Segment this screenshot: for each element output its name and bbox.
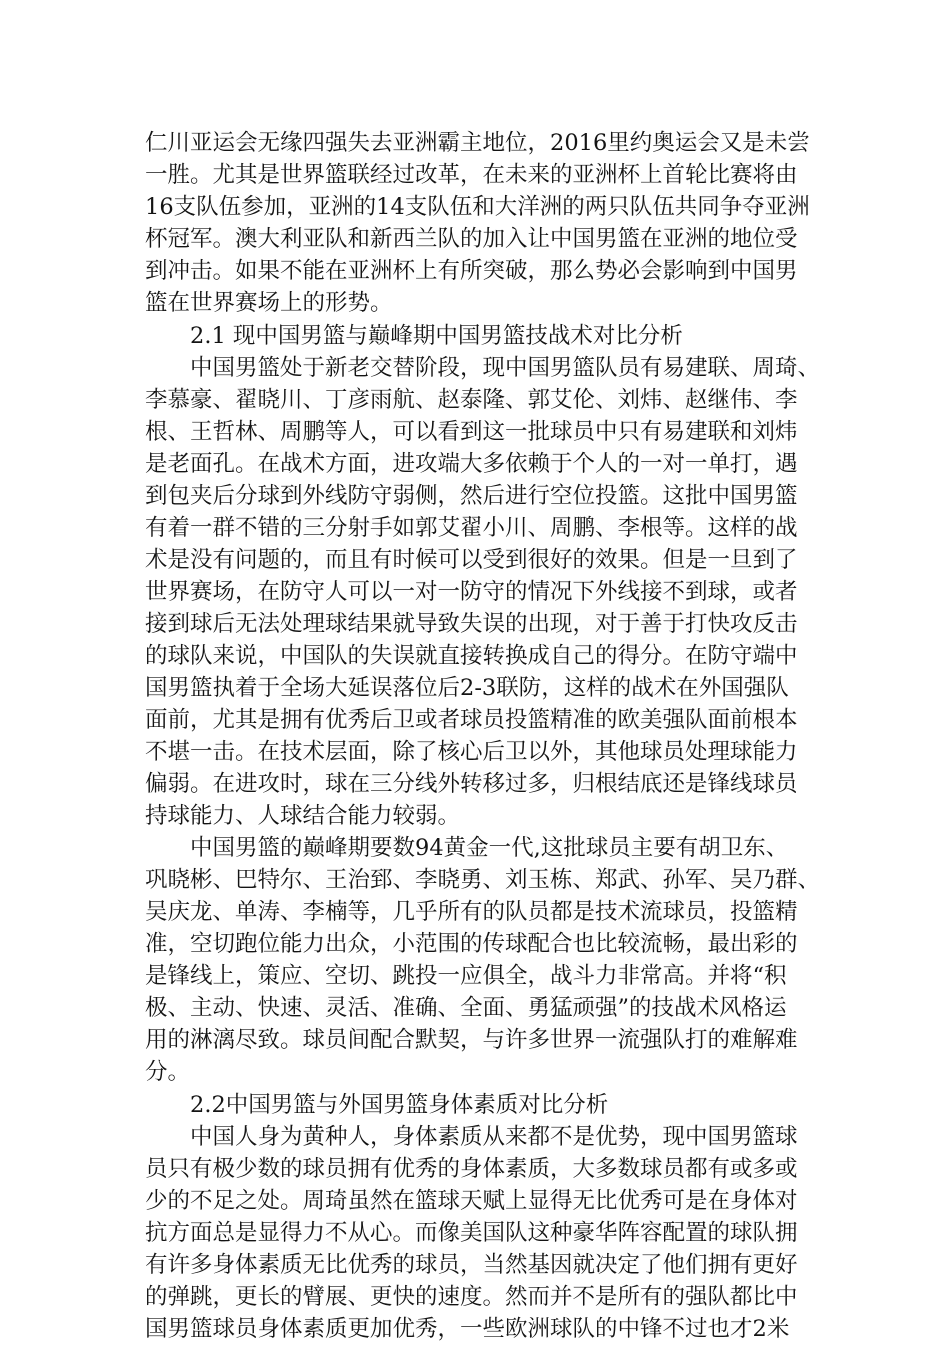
- paragraph-line: 到冲击。如果不能在亚洲杯上有所突破，那么势必会影响到中国男: [145, 258, 798, 284]
- paragraph-line: 吴庆龙、单涛、李楠等，几乎所有的队员都是技术流球员，投篮精: [145, 899, 798, 925]
- paragraph-line: 国男篮执着于全场大延误落位后2-3联防，这样的战术在外国强队: [145, 675, 789, 701]
- paragraph-line: 国男篮球员身体素质更加优秀，一些欧洲球队的中锋不过也才2米: [145, 1316, 790, 1342]
- paragraph-line: 有许多身体素质无比优秀的球员，当然基因就决定了他们拥有更好: [145, 1252, 798, 1278]
- paragraph-line: 仁川亚运会无缘四强失去亚洲霸主地位，2016里约奥运会又是未尝: [145, 130, 810, 156]
- paragraph-line: 一胜。尤其是世界篮联经过改革，在未来的亚洲杯上首轮比赛将由: [145, 162, 798, 188]
- paragraph-line: 世界赛场，在防守人可以一对一防守的情况下外线接不到球，或者: [145, 579, 798, 605]
- section-heading: 2.1 现中国男篮与巅峰期中国男篮技战术对比分析: [190, 323, 683, 349]
- paragraph-line: 抗方面总是显得力不从心。而像美国队这种豪华阵容配置的球队拥: [145, 1220, 798, 1246]
- paragraph-line: 根、王哲林、周鹏等人，可以看到这一批球员中只有易建联和刘炜: [145, 419, 798, 445]
- paragraph-line: 到包夹后分球到外线防守弱侧，然后进行空位投篮。这批中国男篮: [145, 483, 798, 509]
- paragraph-line: 接到球后无法处理球结果就导致失误的出现，对于善于打快攻反击: [145, 611, 798, 637]
- paragraph-line: 李慕豪、翟晓川、丁彦雨航、赵泰隆、郭艾伦、刘炜、赵继伟、李: [145, 387, 798, 413]
- paragraph-line: 员只有极少数的球员拥有优秀的身体素质，大多数球员都有或多或: [145, 1156, 798, 1182]
- paragraph-line: 术是没有问题的，而且有时候可以受到很好的效果。但是一旦到了: [145, 547, 798, 573]
- paragraph-line: 用的淋漓尽致。球员间配合默契，与许多世界一流强队打的难解难: [145, 1027, 798, 1053]
- paragraph-line: 巩晓彬、巴特尔、王治郅、李晓勇、刘玉栋、郑武、孙军、吴乃群、: [145, 867, 821, 893]
- paragraph-line: 16支队伍参加，亚洲的14支队伍和大洋洲的两只队伍共同争夺亚洲: [145, 194, 810, 220]
- paragraph-line: 的弹跳，更长的臂展、更快的速度。然而并不是所有的强队都比中: [145, 1284, 798, 1310]
- paragraph-line: 杯冠军。澳大利亚队和新西兰队的加入让中国男篮在亚洲的地位受: [145, 226, 798, 252]
- paragraph-line: 少的不足之处。周琦虽然在篮球天赋上显得无比优秀可是在身体对: [145, 1188, 798, 1214]
- paragraph-line: 篮在世界赛场上的形势。: [145, 290, 393, 316]
- paragraph-line: 偏弱。在进攻时，球在三分线外转移过多，归根结底还是锋线球员: [145, 771, 798, 797]
- section-heading: 2.2中国男篮与外国男篮身体素质对比分析: [190, 1092, 609, 1118]
- paragraph-line: 面前，尤其是拥有优秀后卫或者球员投篮精准的欧美强队面前根本: [145, 707, 798, 733]
- paragraph-line: 不堪一击。在技术层面，除了核心后卫以外，其他球员处理球能力: [145, 739, 798, 765]
- paragraph-line: 是老面孔。在战术方面，进攻端大多依赖于个人的一对一单打，遇: [145, 451, 798, 477]
- paragraph-line: 的球队来说，中国队的失误就直接转换成自己的得分。在防守端中: [145, 643, 798, 669]
- paragraph-line: 中国人身为黄种人，身体素质从来都不是优势，现中国男篮球: [190, 1124, 798, 1150]
- paragraph-line: 有着一群不错的三分射手如郭艾翟小川、周鹏、李根等。这样的战: [145, 515, 798, 541]
- paragraph-line: 准，空切跑位能力出众，小范围的传球配合也比较流畅，最出彩的: [145, 931, 798, 957]
- paragraph-line: 中国男篮的巅峰期要数94黄金一代,这批球员主要有胡卫东、: [190, 835, 789, 861]
- paragraph-line: 持球能力、人球结合能力较弱。: [145, 803, 461, 829]
- paragraph-line: 分。: [145, 1059, 191, 1085]
- paragraph-line: 中国男篮处于新老交替阶段，现中国男篮队员有易建联、周琦、: [190, 355, 821, 381]
- paragraph-line: 极、主动、快速、灵活、准确、全面、勇猛顽强”的技战术风格运: [145, 995, 787, 1021]
- paragraph-line: 是锋线上，策应、空切、跳投一应俱全，战斗力非常高。并将“积: [145, 963, 787, 989]
